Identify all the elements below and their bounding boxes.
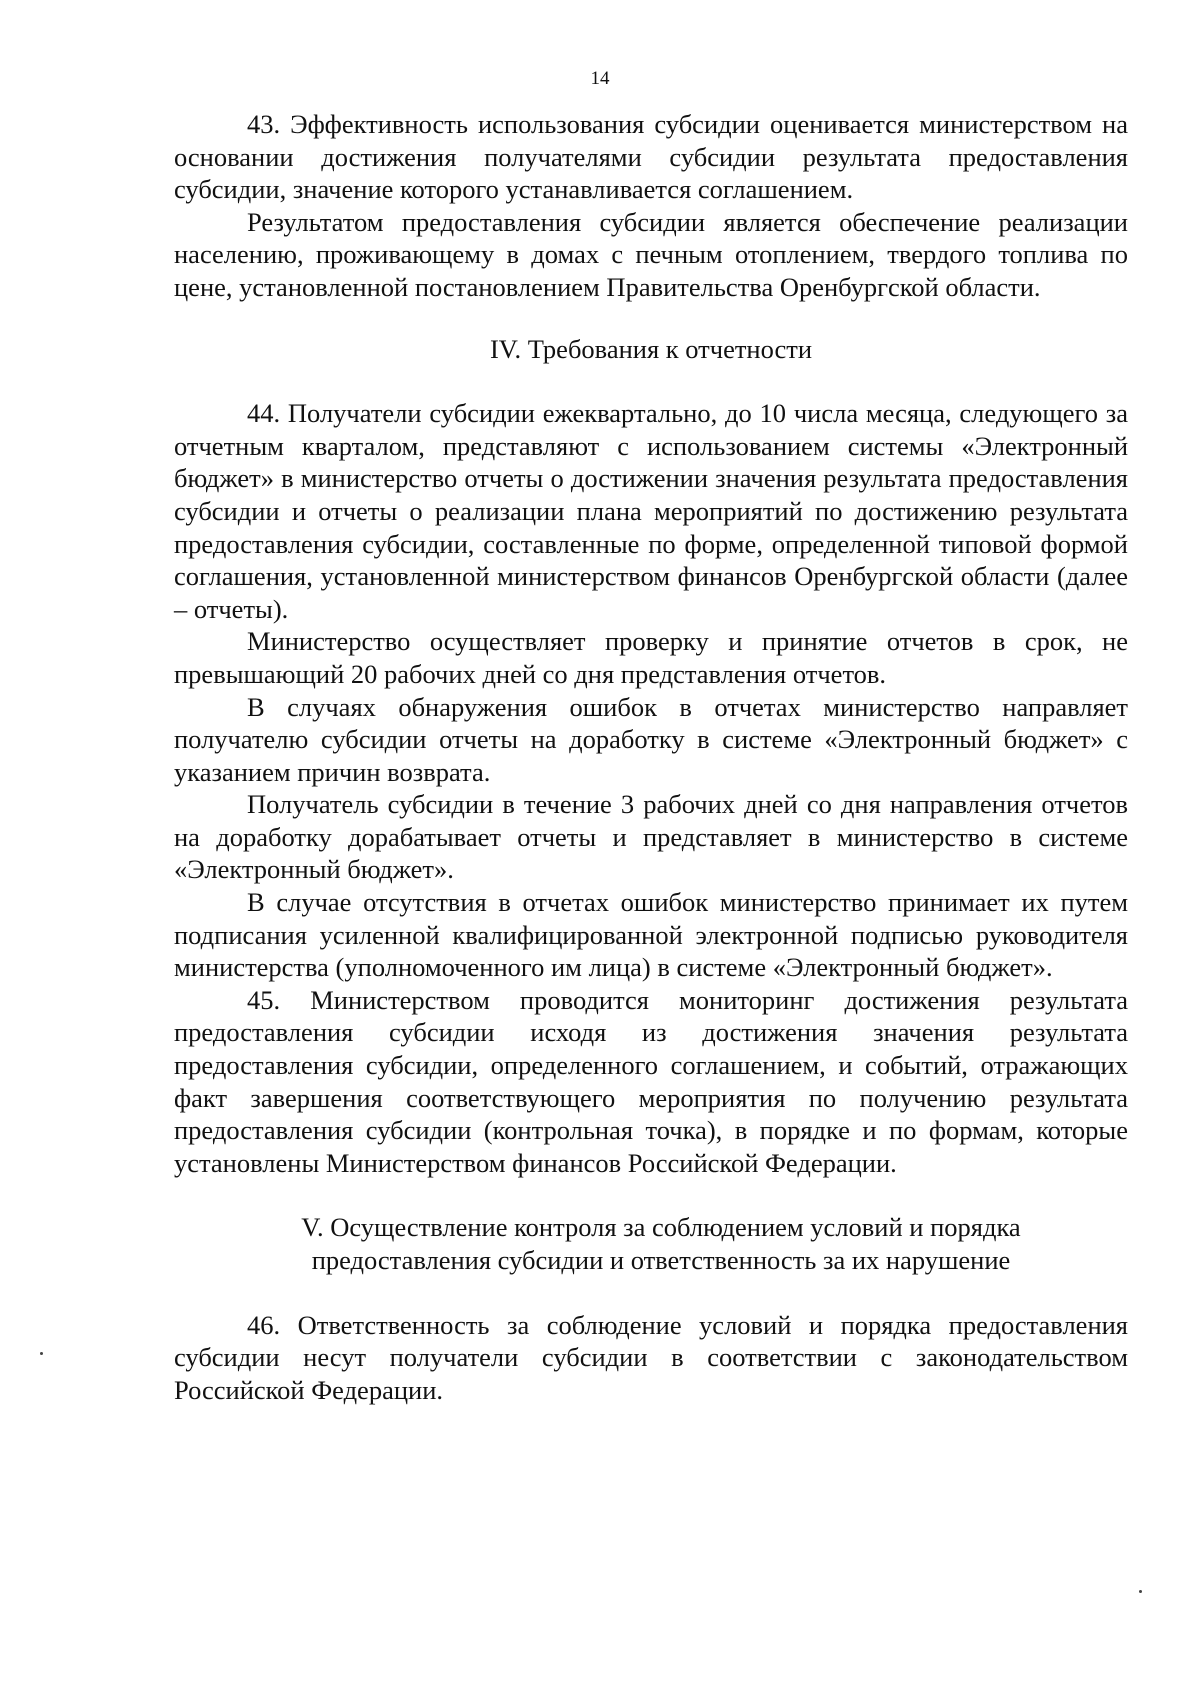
document-body [174, 108, 1128, 1406]
page-number: 14 [590, 68, 610, 89]
paragraph-46: 46. Ответственность за соблюдение условий и порядка предоставления субсидии несут получатели субсидии в соответствии с законодательством Российской Федерации. [174, 1309, 1128, 1405]
scan-speck [1139, 1590, 1142, 1593]
paragraph-45: 45. Министерством проводится мониторинг достижения результата предоставления субсидии исходя из достижения значения результата предоставления субсидии, определенного соглашением, и событий, отражающих факт завершения соответствующего мероприятия по получению результата предоставления субсидии (контрольная точка), в порядке и по формам, которые установлены Министерством финансов Российской Федерации. [174, 984, 1128, 1178]
scan-speck [40, 1352, 43, 1355]
paragraph-rework: Получатель субсидии в течение 3 рабочих дней со дня направления отчетов на доработку дорабатывает отчеты и представляет в министерство в системе «Электронный бюджет». [174, 789, 1128, 885]
paragraph-errors: В случаях обнаружения ошибок в отчетах министерство направляет получателю субсидии отчеты на доработку в системе «Электронный бюджет» с указанием причин возврата. [174, 691, 1128, 787]
section-heading-v [174, 1211, 1128, 1276]
section-heading-v-line-2: предоставления субсидии и ответственность за их нарушение [311, 1245, 1011, 1275]
paragraph-44: 44. Получатели субсидии ежеквартально, до 10 числа месяца, следующего за отчетным кварталом, представляют с использованием системы «Электронный бюджет» в министерство отчеты о достижении значения результата предоставления субсидии и отчеты о реализации плана мероприятий по достижению результата предоставления субсидии, составленные по форме, определенной типовой формой соглашения, установленной министерством финансов Оренбургской области (далее – отчеты). [174, 398, 1128, 624]
section-heading-v-line-1: V. Осуществление контроля за соблюдением условий и порядка [301, 1212, 1021, 1243]
paragraph-43: 43. Эффективность использования субсидии оценивается министерством на основании достижения получателями субсидии результата предоставления субсидии, значение которого устанавливается соглашением. [174, 109, 1128, 205]
paragraph-result: Результатом предоставления субсидии является обеспечение реализации населению, проживающему в домах с печным отоплением, твердого топлива по цене, установленной постановлением Правительства Оренбургской области. [174, 206, 1128, 302]
paragraph-verification: Министерство осуществляет проверку и принятие отчетов в срок, не превышающий 20 рабочих дней со дня представления отчетов. [174, 626, 1128, 689]
paragraph-acceptance: В случае отсутствия в отчетах ошибок министерство принимает их путем подписания усиленной квалифицированной электронной подписью руководителя министерства (уполномоченного им лица) в системе «Электронный бюджет». [174, 887, 1128, 983]
section-heading-iv: IV. Требования к отчетности [489, 333, 813, 364]
